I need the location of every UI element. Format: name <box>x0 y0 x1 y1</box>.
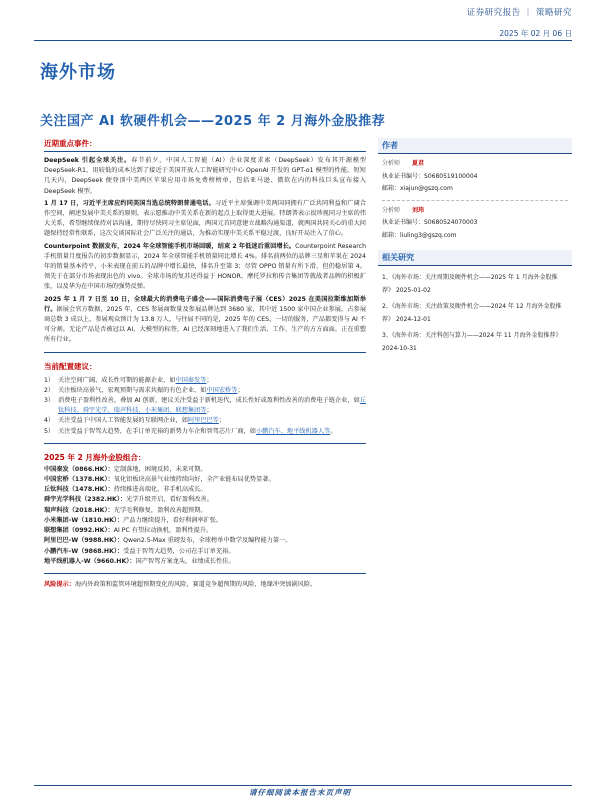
portfolio-item: 地平线机器人-W（9660.HK）： 国产智驾方案龙头，业绩成长性佳。 <box>44 557 235 565</box>
risk-warning: 风险提示：海内外政策和监管环境超预期变化的风险，赛道竞争超预期的风险，地缘冲突加剧风险。 <box>44 580 317 588</box>
portfolio-item: 瑞声科技（2018.HK）： 光学毛利修复，盈利改善超预期。 <box>44 506 207 514</box>
analyst-card: 分析师 夏君 执业证书编号：S0680519100004 邮箱：xiajun@gszq.com <box>382 160 478 192</box>
portfolio-item: 小鹏汽车-W（9868.HK）： 受益于智驾大趋势，公司在手订单充裕。 <box>44 547 235 555</box>
related-heading: 相关研究 <box>378 250 572 266</box>
portfolio-heading: 2025 年 2 月海外金股组合： <box>44 452 146 462</box>
analyst-divider <box>382 200 568 201</box>
events-heading: 近期重点事件： <box>44 138 366 152</box>
suggestion-item: 1） 关注空间广阔、成长性可期的能源企业，如中国秦发等； <box>44 376 213 384</box>
event-paragraph: Counterpoint 数据发布，2024 年全球智能手机市场回暖，结束 2 年低迷后重回增长。Counterpoint Research 手机销量月度报告的初步数据显示，2024 年全球智能手机销量同比增长 4%。排名前两位的品牌三星和苹果在 2024 年的销量基本持平，小米表现在前五的品牌中增长最快，排名升至第 3；尽管 OPPO 销量有所下滑，但仍稳居第 4。领先于在部分市场表现出色的 vivo。全球市场的复苏还得益于 HONOR、摩托罗拉和传音集团等就战者品牌的积极扩张，以及华为在中国市场的强势反弹。 <box>44 242 366 291</box>
related-item[interactable]: 2、《海外市场：关注政策及硬件机会——2024 年 12 月海外金股推荐》 2024-12-01 <box>382 303 562 323</box>
suggestion-item: 3） 消费电子盈利性改善，叠加 AI 创新，建议关注受益于新机迭代，成长性好或盈利性改善的消费电子链企业，如丘钛科技、舜宇光学、瑞声科技、小米集团、联想集团等； <box>44 397 366 415</box>
portfolio-item: 丘钛科技（1478.HK）： 持续推进高端化，非手机高成长。 <box>44 486 207 494</box>
suggestion-item: 4） 关注受益于中国人工智能发展的互联网企业，如阿里巴巴等； <box>44 417 226 425</box>
footer-disclaimer: 请仔细阅读本报告末页声明 <box>249 788 351 797</box>
related-item[interactable]: 1、《海外市场：关注周期及硬件机会——2025 年 1 月海外金股推荐》 2025-01-02 <box>382 274 558 294</box>
stock-link[interactable]: 丘钛科技、舜宇光学、瑞声科技、小米集团、联想集团等 <box>58 397 366 415</box>
report-title: 关注国产 AI 软硬件机会——2025 年 2 月海外金股推荐 <box>40 114 386 129</box>
related-item[interactable]: 3、《海外市场：关注科创与算力——2024 年 11 月海外金股推荐》 2024-10-31 <box>382 332 562 352</box>
portfolio-item: 舜宇光学科技（2382.HK）： 光学升级开启，看好盈利改善。 <box>44 496 213 504</box>
email-link[interactable]: liuling3@gszq.com <box>400 231 457 239</box>
report-category: 证券研究报告 ｜ 策略研究 <box>466 8 572 18</box>
event-paragraph: 2025 年 1 月 7 日至 10 日，全球最大的消费电子盛会——国际消费电子展（CES）2025 在美国拉斯维加斯举行。据展会官方数据，2025 年，CES 参展商数量及参展品牌达到 3680 家，其中近 1500 家中国企业参展，占参展商总数 3 成以上，参展观众预计为 13.8 万人，与往届不同的是，2025 年的 CES，一切的服务，产品都变得与 AI 不可分割。无论产品是否被冠以 AI、大模型的标签，AI 已经深刻地进入了我们生活、工作、生产的方方面面。正在重塑所有行业。 <box>44 295 367 344</box>
stock-link[interactable]: 阿里巴巴等 <box>187 417 219 425</box>
related-list <box>378 266 572 355</box>
suggestion-item: 2） 关注板块高景气、宏观预期与需求共振的有色企业，如中国宏桥等； <box>44 386 244 394</box>
main-column <box>44 138 366 590</box>
portfolio-item: 联想集团（0992.HK）： AI PC 有望拉动换机，盈利性提升。 <box>44 527 213 535</box>
report-header <box>467 6 572 39</box>
section-divider <box>44 352 366 353</box>
footer-divider <box>34 785 572 786</box>
event-paragraph: 1 月 17 日，习近平主席应约同美国当选总统特朗普通电话。习近平主席强调中美两国同拥有广泛共同利益和广阔合作空间，阐述发展中美关系的原则，表示愿推动中美关系在新的起点上取得更大进展。特朗普表示很珍视同习主席的伟大关系，希望继续保持对话沟通，期待尽快同习主席见面，两国元首同意建立战略沟通渠道，就两国共同关心的重大问题保持经常性联系，这次交谈国际社会广泛关注的通话，为推动实现中美关系平稳过渡，良好开局注入了信心。 <box>44 199 366 238</box>
event-paragraph: DeepSeek 引起全球关注。春节前夕，中国人工智能（AI）企业深度求索（DeepSeek）发布其开源模型 DeepSeek-R1，用较低的成本达到了接近于美国开放人工智能研究中心 OpenAI 开发的 GPT-o1 模型的性能。短短几天内，DeepSeek 便登顶中美两区苹果应用市场免费榜榜单，包括亚马逊、微软在内的科技巨头宣布接入 DeepSeek 模型。 <box>44 157 366 195</box>
portfolio-item: 中国秦发（0866.HK）： 定制落地，困境反转，未来可期。 <box>44 465 207 473</box>
suggestion-item: 5） 关注受益于智驾大趋势，在手订单充裕的新势力车企和智驾芯片厂商，如小鹏汽车、地平线机器人等。 <box>44 427 337 435</box>
sidebar <box>378 138 572 359</box>
portfolio-item: 阿里巴巴-W（9988.HK）： Qwen2.5-Max 重磅发布，全球榜单中数学及编程能力第一。 <box>44 537 292 545</box>
analyst-card: 分析师 刘玮 执业证书编号：S0680524070003 邮箱：liuling3@gszq.com <box>382 206 478 239</box>
stock-link[interactable]: 中国宏桥等 <box>206 386 238 394</box>
stock-link[interactable]: 中国秦发等 <box>175 376 207 384</box>
header-divider <box>34 40 572 41</box>
section-divider <box>44 573 366 574</box>
email-link[interactable]: xiajun@gszq.com <box>400 185 453 192</box>
authors-heading: 作者 <box>378 138 572 154</box>
portfolio-list <box>44 465 366 567</box>
portfolio-item: 中国宏桥（1378.HK）： 氧化铝板块高景气业绩持续向好，全产业链布局优势显著。 <box>44 476 275 484</box>
stock-link[interactable]: 小鹏汽车、地平线机器人等 <box>256 427 331 435</box>
suggestions-heading: 当前配置建议： <box>44 361 97 371</box>
suggestions-list <box>44 376 366 437</box>
portfolio-item: 小米集团-W（1810.HK）： 产品力继续提升，看好利润率扩张。 <box>44 516 223 524</box>
report-date: 2025 年 02 月 06 日 <box>499 29 572 38</box>
section-title: 海外市场 <box>40 62 116 83</box>
section-divider <box>44 443 366 444</box>
